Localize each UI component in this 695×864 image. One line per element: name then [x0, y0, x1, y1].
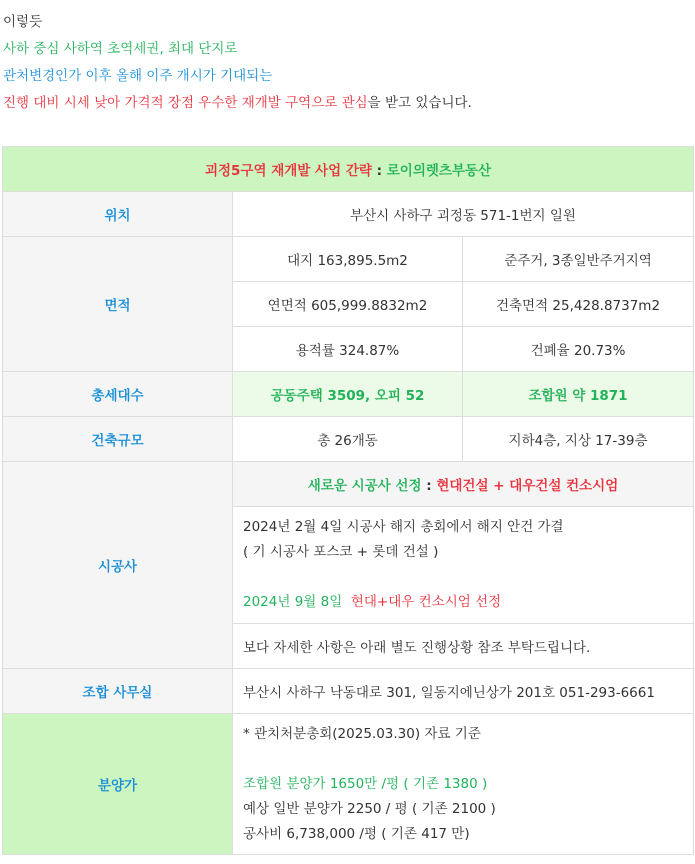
new-contractor-value: 현대건설 + 대우건설 컨소시엄 [436, 478, 619, 494]
table-title-main: 괴정5구역 재개발 사업 간략 [204, 163, 372, 179]
price-label: 분양가 [3, 714, 233, 855]
building-coverage-ratio: 건폐율 20.73% [463, 327, 694, 372]
table-title-source: 로이의렛츠부동산 [386, 163, 492, 179]
total-floor-area: 연면적 605,999.8832m2 [233, 282, 463, 327]
land-area: 대지 163,895.5m2 [233, 237, 463, 282]
intro-line-3: 관처변경인가 이후 올해 이주 개시가 기대되는 [3, 68, 273, 84]
project-summary-table [2, 146, 694, 855]
location-value: 부산시 사하구 괴정동 571-1번지 일원 [233, 192, 694, 237]
area-label: 면적 [3, 237, 233, 372]
price-details [233, 714, 694, 855]
building-area: 건축면적 25,428.8737m2 [463, 282, 694, 327]
new-contractor-prefix: 새로운 시공사 선정 [307, 478, 422, 494]
table-title [3, 147, 694, 192]
selection-value: 현대+대우 컨소시엄 선정 [350, 594, 502, 610]
contractor-cancel-line-1: 2024년 2월 4일 시공사 해지 총회에서 해지 안건 가결 [243, 519, 564, 535]
building-count: 총 26개동 [233, 417, 463, 462]
price-basis: * 관치처분총회(2025.03.30) 자료 기준 [243, 725, 481, 742]
intro-line-4-highlight: 진행 대비 시세 낮아 가격적 장점 우수한 재개발 구역으로 관심 [3, 95, 368, 111]
household-units: 공동주택 3509, 오피 52 [233, 372, 463, 417]
contractor-note: 보다 자세한 사항은 아래 별도 진행상황 참조 부탁드립니다. [233, 624, 694, 669]
new-contractor [233, 462, 694, 507]
zoning: 준주거, 3종일반주거지역 [463, 237, 694, 282]
general-price: 예상 일반 분양가 2250 / 평 ( 기존 2100 ) [243, 800, 496, 817]
member-price: 조합원 분양가 1650만 /평 ( 기존 1380 ) [243, 775, 488, 792]
table-title-separator: : [371, 163, 387, 179]
intro-line-4-rest: 을 받고 있습니다. [367, 95, 472, 111]
scale-label: 건축규모 [3, 417, 233, 462]
intro-line-1: 이렇듯 [3, 14, 43, 30]
new-contractor-separator: : [421, 478, 437, 494]
households-label: 총세대수 [3, 372, 233, 417]
intro-line-2: 사하 중심 사하역 초역세권, 최대 단지로 [3, 41, 238, 57]
floor-area-ratio: 용적률 324.87% [233, 327, 463, 372]
office-value: 부산시 사하구 낙동대로 301, 일동지에닌상가 201호 051-293-6661 [233, 669, 694, 714]
location-label: 위치 [3, 192, 233, 237]
contractor-label: 시공사 [3, 462, 233, 669]
union-members: 조합원 약 1871 [463, 372, 694, 417]
contractor-selection [243, 590, 693, 615]
construction-cost: 공사비 6,738,000 /평 ( 기존 417 만) [243, 825, 470, 842]
intro-line-4 [3, 91, 472, 111]
contractor-cancel-line-2: ( 기 시공사 포스코 + 롯데 건설 ) [243, 544, 439, 560]
selection-date: 2024년 9월 8일 [243, 594, 343, 610]
office-label: 조합 사무실 [3, 669, 233, 714]
floor-range: 지하4층, 지상 17-39층 [463, 417, 694, 462]
contractor-history [233, 507, 694, 624]
